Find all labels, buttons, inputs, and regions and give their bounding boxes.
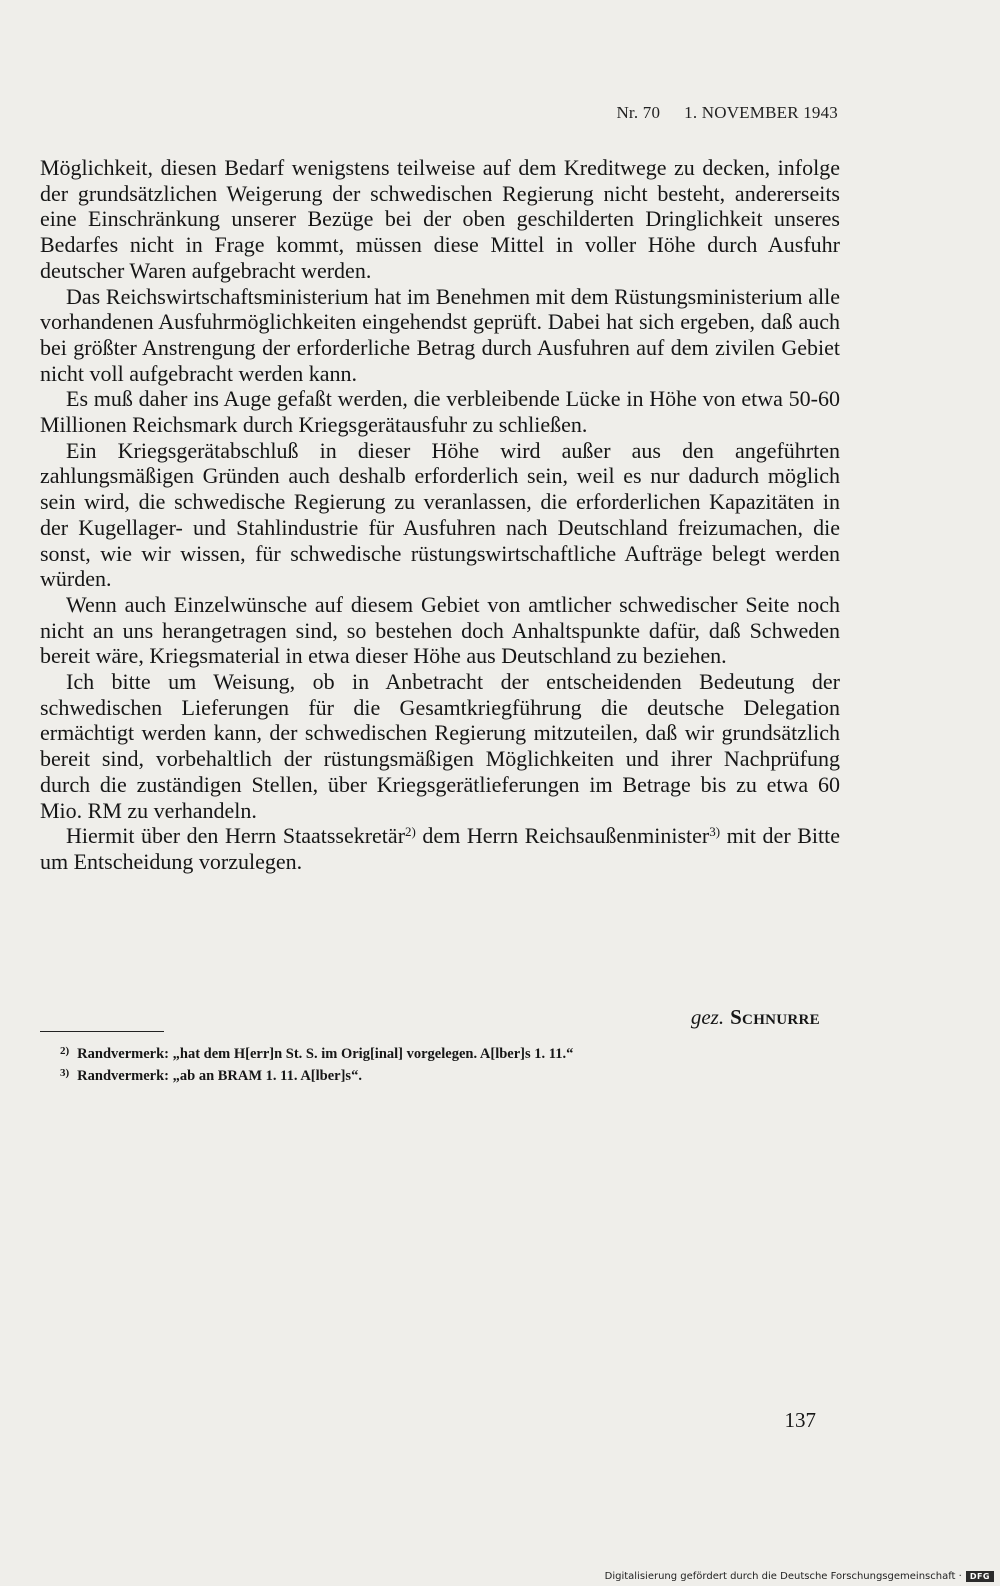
page-number: 137 — [784, 1408, 816, 1432]
footnote-mark: 3) — [60, 1067, 70, 1079]
signature-name: Schnurre — [730, 1005, 820, 1029]
paragraph: Es muß daher ins Auge gefaßt werden, die verbleibende Lücke in Höhe von etwa 50-60 Millionen Reichsmark durch Kriegsgerätausfuhr zu schließen. — [40, 386, 840, 438]
main-text — [40, 155, 840, 875]
credit-text: Digitalisierung gefördert durch die Deutsche Forschungsgemeinschaft · — [604, 1571, 962, 1582]
footnote-label: Randvermerk: — [77, 1046, 169, 1062]
footnotes — [60, 1042, 840, 1086]
closing-text-2: dem Herrn Reichsaußenminister — [415, 823, 710, 849]
footnote-divider — [40, 1031, 164, 1032]
closing-text-3: mit der Bitte um Entscheidung vorzulegen. — [40, 823, 840, 874]
paragraph: Das Reichswirtschaftsministerium hat im Benehmen mit dem Rüstungsministerium alle vorhandenen Ausfuhrmöglichkeiten eingehendst geprüft. Dabei hat sich ergeben, daß auch bei größter Anstrengung der erforderliche Betrag durch Ausfuhren auf dem zivilen Gebiet nicht voll aufgebracht werden kann. — [40, 283, 840, 386]
footnote-text: „ab an BRAM 1. 11. A[lber]s“. — [169, 1068, 362, 1084]
footnote-ref-3: 3) — [709, 824, 721, 840]
running-header — [616, 103, 838, 123]
dfg-logo-icon: DFG — [966, 1571, 994, 1582]
footnote — [60, 1042, 840, 1064]
footnote-mark: 2) — [60, 1045, 70, 1057]
signature-prefix: gez. — [690, 1005, 725, 1029]
footnote — [60, 1064, 840, 1086]
digitization-credit — [605, 1571, 994, 1582]
footnote-text: „hat dem H[err]n St. S. im Orig[inal] vorgelegen. A[lber]s 1. 11.“ — [169, 1046, 574, 1062]
footnote-ref-2: 2) — [405, 824, 416, 840]
signature — [691, 1005, 820, 1030]
footnote-label: Randvermerk: — [77, 1068, 169, 1084]
closing-text-1: Hiermit über den Herrn Staatssekretär — [66, 823, 406, 849]
document-number: Nr. 70 — [616, 103, 661, 122]
paragraph: Ich bitte um Weisung, ob in Anbetracht der entscheidenden Bedeutung der schwedischen Lieferungen für die Gesamtkriegführung die deutsche Delegation ermächtigt werden kann, der schwedischen Regierung mitzuteilen, daß wir grundsätzlich bereit sind, vorbehaltlich der rüstungsmäßigen Möglichkeiten und ihrer Nachprüfung durch die zuständigen Stellen, über Kriegsgerätlieferungen im Betrage bis zu etwa 60 Mio. RM zu verhandeln. — [40, 669, 840, 823]
paragraph: Möglichkeit, diesen Bedarf wenigstens teilweise auf dem Kreditwege zu decken, infolge der grundsätzlichen Weigerung der schwedischen Regierung nicht besteht, andererseits eine Einschränkung unserer Bezüge bei der oben geschilderten Dringlichkeit unseres Bedarfes nicht in Frage kommt, müssen diese Mittel in voller Höhe durch Ausfuhr deutscher Waren aufgebracht werden. — [40, 155, 840, 283]
header-date: 1. NOVEMBER 1943 — [684, 103, 838, 122]
paragraph: Wenn auch Einzelwünsche auf diesem Gebiet von amtlicher schwedischer Seite noch nicht an uns herangetragen sind, so bestehen doch Anhaltspunkte dafür, daß Schweden bereit wäre, Kriegsmaterial in etwa dieser Höhe aus Deutschland zu beziehen. — [40, 591, 840, 669]
paragraph-closing — [40, 823, 840, 874]
paragraph: Ein Kriegsgerätabschluß in dieser Höhe wird außer aus den angeführten zahlungsmäßigen Gründen auch deshalb erforderlich sein, weil es nur dadurch möglich sein wird, die schwedische Regierung zu veranlassen, die erforderlichen Kapazitäten in der Kugellager- und Stahlindustrie für Ausfuhren nach Deutschland freizumachen, die sonst, wie wir wissen, für schwedische rüstungswirtschaftliche Aufträge belegt werden würden. — [40, 437, 840, 592]
